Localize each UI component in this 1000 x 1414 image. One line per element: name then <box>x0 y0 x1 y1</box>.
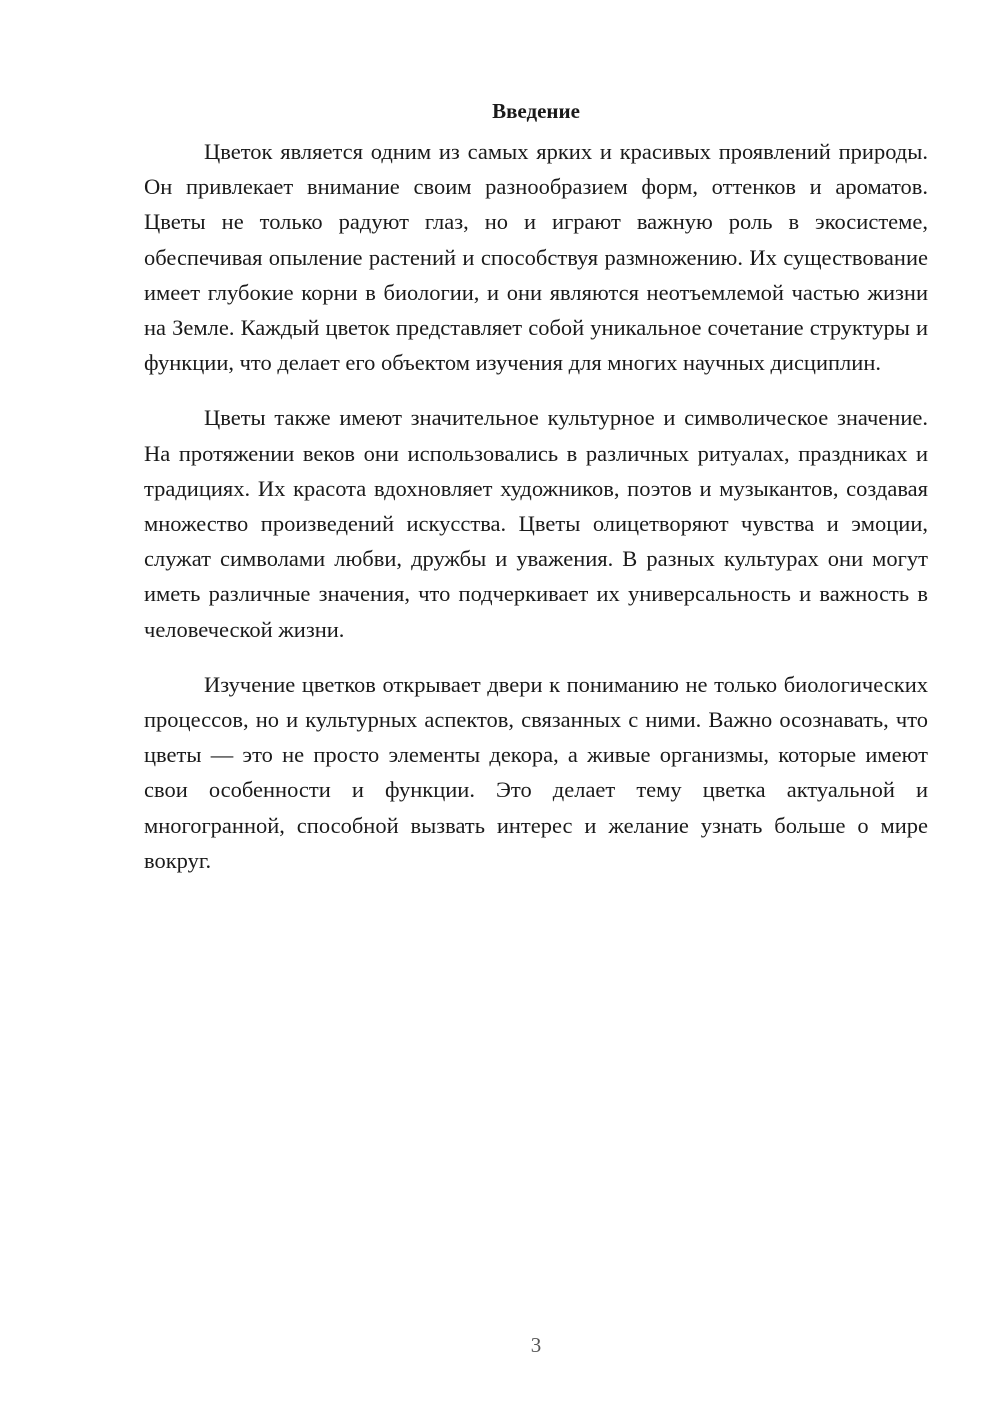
paragraph-2: Цветы также имеют значительное культурное и символическое значение. На протяжении веков они использовались в различных ритуалах, праздниках и традициях. Их красота вдохновляет художников, поэтов и музыкантов, создавая множество произведений искусства. Цветы олицетворяют чувства и эмоции, служат символами любви, дружбы и уважения. В разных культурах они могут иметь различные значения, что подчеркивает их универсальность и важность в человеческой жизни. <box>144 405 928 642</box>
page-number: 3 <box>530 1333 542 1357</box>
section-heading: Введение <box>492 99 580 123</box>
paragraph-3: Изучение цветков открывает двери к пониманию не только биологических процессов, но и культурных аспектов, связанных с ними. Важно осознавать, что цветы — это не просто элементы декора, а живые организмы, которые имеют свои особенности и функции. Это делает тему цветка актуальной и многогранной, способной вызвать интерес и желание узнать больше о мире вокруг. <box>144 671 928 873</box>
page-body <box>144 96 928 898</box>
paragraph-1: Цветок является одним из самых ярких и красивых проявлений природы. Он привлекает внимание своим разнообразием форм, оттенков и ароматов. Цветы не только радуют глаз, но и играют важную роль в экосистеме, обеспечивая опыление растений и способствуя размножению. Их существование имеет глубокие корни в биологии, и они являются неотъемлемой частью жизни на Земле. Каждый цветок представляет собой уникальное сочетание структуры и функции, что делает его объектом изучения для многих научных дисциплин. <box>144 139 928 376</box>
